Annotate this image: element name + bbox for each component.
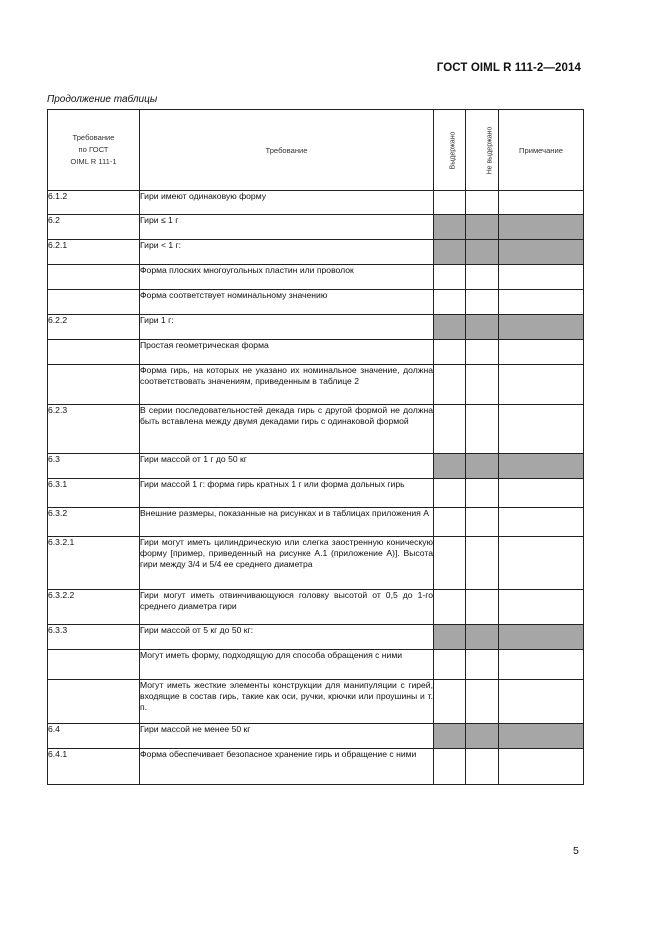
- note-cell: [499, 191, 584, 215]
- failed-cell: [466, 650, 499, 680]
- requirement-text: Гири имеют одинаковую форму: [140, 191, 434, 215]
- table-row: [48, 625, 584, 650]
- passed-cell: [434, 290, 466, 315]
- table-row: [48, 749, 584, 785]
- failed-cell: [466, 265, 499, 290]
- failed-cell: [466, 454, 499, 479]
- requirement-code: 6.3.2.1: [48, 537, 140, 590]
- table-row: [48, 680, 584, 724]
- requirement-code: [48, 340, 140, 365]
- passed-cell: [434, 340, 466, 365]
- failed-cell: [466, 365, 499, 405]
- passed-cell: [434, 680, 466, 724]
- page-number: 5: [573, 845, 579, 857]
- requirement-text: Гири массой не менее 50 кг: [140, 724, 434, 749]
- requirement-code: [48, 680, 140, 724]
- requirement-text: Гири ≤ 1 г: [140, 215, 434, 240]
- failed-cell: [466, 191, 499, 215]
- requirement-text: В серии последовательностей декада гирь с другой формой не должна быть вставлена между двумя декадами гирь с одинаковой формой: [140, 405, 434, 454]
- passed-cell: [434, 454, 466, 479]
- failed-cell: [466, 625, 499, 650]
- table-row: [48, 265, 584, 290]
- requirement-text: Простая геометрическая форма: [140, 340, 434, 365]
- table-row: [48, 215, 584, 240]
- passed-cell: [434, 749, 466, 785]
- requirement-text: Форма соответствует номинальному значению: [140, 290, 434, 315]
- table-row: [48, 290, 584, 315]
- requirement-code: 6.2.2: [48, 315, 140, 340]
- requirement-code: 6.2: [48, 215, 140, 240]
- table-row: [48, 590, 584, 625]
- requirement-text: Гири могут иметь цилиндрическую или слегка заостренную коническую форму [пример, приведенный на рисунке А.1 (приложение А)]. Высота гири между 3/4 и 5/4 ее среднего диаметра: [140, 537, 434, 590]
- document-title: ГОСТ OIML R 111-2—2014: [436, 62, 581, 74]
- note-cell: [499, 479, 584, 508]
- failed-cell: [466, 749, 499, 785]
- table-row: [48, 365, 584, 405]
- header-requirement-label: Требование: [265, 145, 308, 155]
- failed-cell: [466, 537, 499, 590]
- requirement-text: Гири массой 1 г: форма гирь кратных 1 г или форма дольных гирь: [140, 479, 434, 508]
- note-cell: [499, 365, 584, 405]
- failed-cell: [466, 340, 499, 365]
- note-cell: [499, 724, 584, 749]
- failed-cell: [466, 405, 499, 454]
- table-row: [48, 340, 584, 365]
- requirement-code: 6.2.1: [48, 240, 140, 265]
- passed-cell: [434, 508, 466, 537]
- note-cell: [499, 240, 584, 265]
- header-passed: [434, 110, 466, 191]
- passed-cell: [434, 191, 466, 215]
- requirement-text: Гири массой от 5 кг до 50 кг:: [140, 625, 434, 650]
- requirement-code: [48, 290, 140, 315]
- note-cell: [499, 405, 584, 454]
- passed-cell: [434, 215, 466, 240]
- header-failed-label: Не выдержано: [486, 126, 494, 175]
- requirement-text: Гири могут иметь отвинчивающуюся головку высотой от 0,5 до 1-го среднего диаметра гири: [140, 590, 434, 625]
- requirement-text: Гири < 1 г:: [140, 240, 434, 265]
- note-cell: [499, 265, 584, 290]
- table-row: [48, 405, 584, 454]
- passed-cell: [434, 240, 466, 265]
- failed-cell: [466, 215, 499, 240]
- table-row: [48, 724, 584, 749]
- table-row: [48, 191, 584, 215]
- requirement-code: 6.1.2: [48, 191, 140, 215]
- note-cell: [499, 454, 584, 479]
- passed-cell: [434, 479, 466, 508]
- header-note: [499, 110, 584, 191]
- failed-cell: [466, 290, 499, 315]
- header-passed-label: Выдержано: [449, 131, 457, 170]
- passed-cell: [434, 650, 466, 680]
- passed-cell: [434, 537, 466, 590]
- requirement-code: [48, 650, 140, 680]
- requirement-text: Могут иметь жесткие элементы конструкции для манипуляции с гирей, входящие в состав гирь, такие как оси, ручки, крючки или проушины и т. п.: [140, 680, 434, 724]
- requirement-text: Форма плоских многоугольных пластин или проволок: [140, 265, 434, 290]
- note-cell: [499, 625, 584, 650]
- requirement-code: 6.3.2: [48, 508, 140, 537]
- failed-cell: [466, 590, 499, 625]
- requirement-code: 6.3.2.2: [48, 590, 140, 625]
- requirement-code: 6.3.3: [48, 625, 140, 650]
- failed-cell: [466, 479, 499, 508]
- header-requirement-ref: [48, 110, 140, 191]
- requirement-code: [48, 265, 140, 290]
- requirement-text: Форма обеспечивает безопасное хранение гирь и обращение с ними: [140, 749, 434, 785]
- header-failed: [466, 110, 499, 191]
- table-caption: Продолжение таблицы: [47, 94, 158, 105]
- requirement-text: Внешние размеры, показанные на рисунках и в таблицах приложения А: [140, 508, 434, 537]
- header-requirement-ref-label: Требование по ГОСТ OIML R 111-1: [70, 133, 117, 166]
- table-row: [48, 454, 584, 479]
- note-cell: [499, 290, 584, 315]
- failed-cell: [466, 680, 499, 724]
- requirement-code: 6.4: [48, 724, 140, 749]
- passed-cell: [434, 405, 466, 454]
- requirement-code: [48, 365, 140, 405]
- note-cell: [499, 650, 584, 680]
- failed-cell: [466, 315, 499, 340]
- passed-cell: [434, 315, 466, 340]
- failed-cell: [466, 240, 499, 265]
- note-cell: [499, 590, 584, 625]
- table-body: [48, 191, 584, 785]
- note-cell: [499, 537, 584, 590]
- passed-cell: [434, 590, 466, 625]
- note-cell: [499, 315, 584, 340]
- table-row: [48, 479, 584, 508]
- header-requirement: [140, 110, 434, 191]
- note-cell: [499, 215, 584, 240]
- requirement-code: 6.4.1: [48, 749, 140, 785]
- table-row: [48, 508, 584, 537]
- requirement-code: 6.3: [48, 454, 140, 479]
- requirements-table: [47, 109, 584, 785]
- passed-cell: [434, 625, 466, 650]
- requirement-text: Гири 1 г:: [140, 315, 434, 340]
- requirement-code: 6.3.1: [48, 479, 140, 508]
- passed-cell: [434, 365, 466, 405]
- note-cell: [499, 508, 584, 537]
- note-cell: [499, 680, 584, 724]
- note-cell: [499, 340, 584, 365]
- table-header-row: [48, 110, 584, 191]
- table-row: [48, 650, 584, 680]
- failed-cell: [466, 724, 499, 749]
- requirement-text: Форма гирь, на которых не указано их номинальное значение, должна соответствовать значениям, приведенным в таблице 2: [140, 365, 434, 405]
- note-cell: [499, 749, 584, 785]
- requirement-text: Гири массой от 1 г до 50 кг: [140, 454, 434, 479]
- header-note-label: Примечание: [519, 145, 563, 155]
- table-row: [48, 315, 584, 340]
- passed-cell: [434, 265, 466, 290]
- passed-cell: [434, 724, 466, 749]
- requirement-code: 6.2.3: [48, 405, 140, 454]
- failed-cell: [466, 508, 499, 537]
- table-row: [48, 537, 584, 590]
- requirement-text: Могут иметь форму, подходящую для способа обращения с ними: [140, 650, 434, 680]
- table-row: [48, 240, 584, 265]
